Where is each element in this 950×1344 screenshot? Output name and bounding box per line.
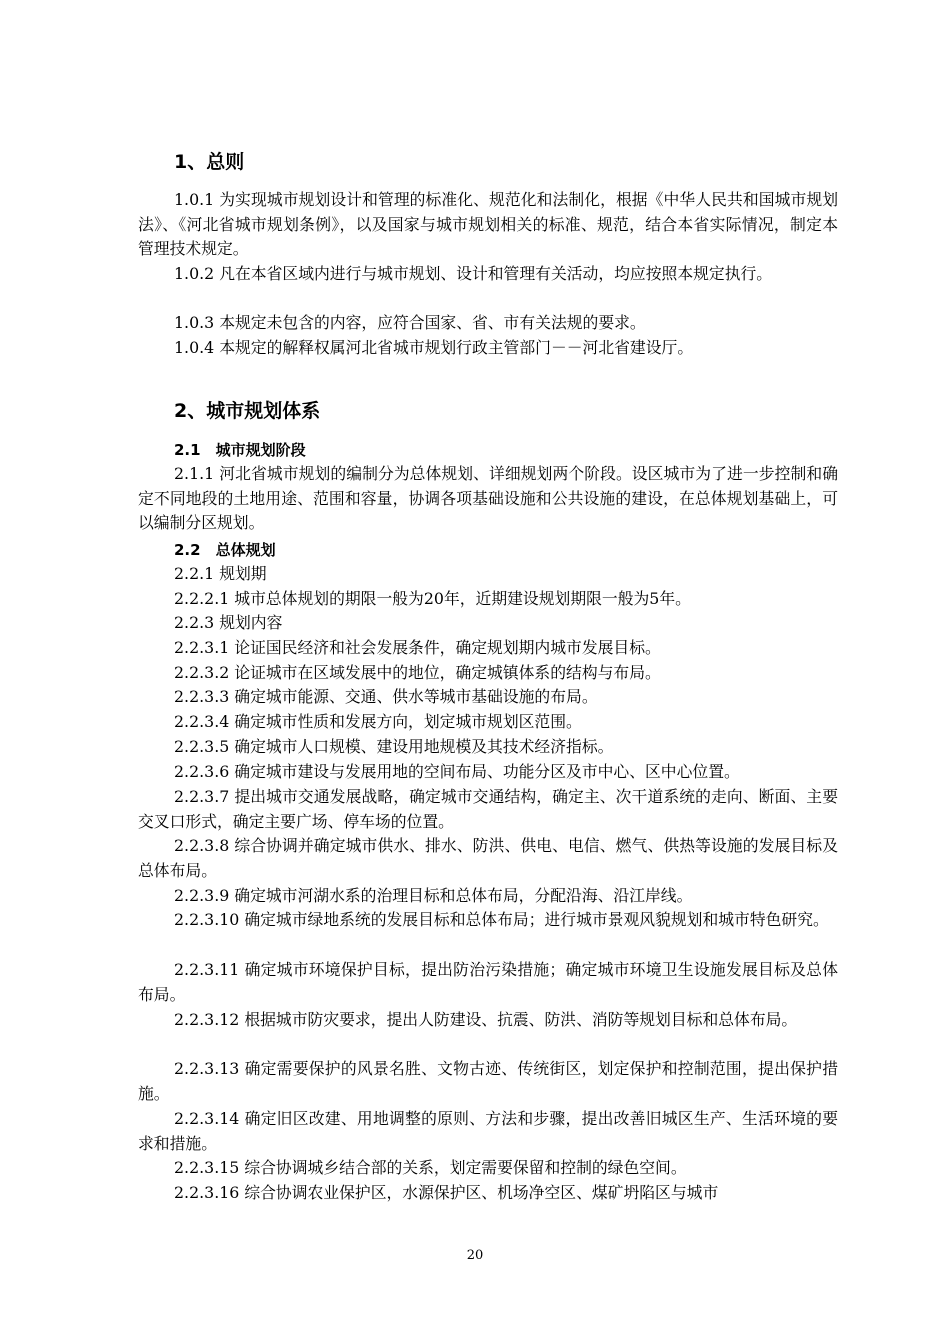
paragraph-1-0-3: 1.0.3 本规定未包含的内容，应符合国家、省、市有关法规的要求。 bbox=[174, 313, 646, 332]
paragraph-2-2-3-6: 2.2.3.6 确定城市建设与发展用地的空间布局、功能分区及市中心、区中心位置。 bbox=[174, 762, 740, 781]
paragraph-2-1-1: 2.1.1 河北省城市规划的编制分为总体规划、详细规划两个阶段。设区城市为了进一步控制和确定不同地段的土地用途、范围和容量，协调各项基础设施和公共设施的建设，在总体规划基础上，可以编制分区规划。 bbox=[138, 464, 838, 532]
paragraph-2-2-3-4: 2.2.3.4 确定城市性质和发展方向，划定城市规划区范围。 bbox=[174, 712, 582, 731]
paragraph-2-2-3-15: 2.2.3.15 综合协调城乡结合部的关系，划定需要保留和控制的绿色空间。 bbox=[174, 1158, 687, 1177]
paragraph-2-2-1: 2.2.1 规划期 bbox=[174, 564, 267, 583]
paragraph-2-2-3-7: 2.2.3.7 提出城市交通发展战略，确定城市交通结构，确定主、次干道系统的走向、断面、主要交叉口形式，确定主要广场、停车场的位置。 bbox=[138, 787, 838, 831]
document-page bbox=[138, 0, 838, 1344]
page-number: 20 bbox=[466, 1248, 484, 1263]
subheading-2-2: 2.2 总体规划 bbox=[174, 541, 276, 559]
paragraph-2-2-3-10: 2.2.3.10 确定城市绿地系统的发展目标和总体布局；进行城市景观风貌规划和城市特色研究。 bbox=[174, 910, 829, 929]
paragraph-2-2-3-8: 2.2.3.8 综合协调并确定城市供水、排水、防洪、供电、电信、燃气、供热等设施的发展目标及总体布局。 bbox=[138, 836, 838, 880]
paragraph-2-2-3-16: 2.2.3.16 综合协调农业保护区，水源保护区、机场净空区、煤矿坍陷区与城市 bbox=[174, 1183, 719, 1202]
paragraph-1-0-2: 1.0.2 凡在本省区域内进行与城市规划、设计和管理有关活动，均应按照本规定执行。 bbox=[174, 264, 773, 283]
paragraph-2-2-3-2: 2.2.3.2 论证城市在区域发展中的地位，确定城镇体系的结构与布局。 bbox=[174, 663, 661, 682]
subheading-2-1: 2.1 城市规划阶段 bbox=[174, 441, 306, 459]
paragraph-2-2-3-11: 2.2.3.11 确定城市环境保护目标，提出防治污染措施；确定城市环境卫生设施发展目标及总体布局。 bbox=[138, 960, 838, 1004]
section-heading-planning-system: 2、城市规划体系 bbox=[174, 400, 321, 422]
section-heading-general: 1、总则 bbox=[174, 151, 245, 173]
paragraph-2-2-3-12: 2.2.3.12 根据城市防灾要求，提出人防建设、抗震、防洪、消防等规划目标和总体布局。 bbox=[174, 1010, 798, 1029]
paragraph-2-2-2-1: 2.2.2.1 城市总体规划的期限一般为20年，近期建设规划期限一般为5年。 bbox=[174, 589, 691, 608]
paragraph-1-0-4: 1.0.4 本规定的解释权属河北省城市规划行政主管部门－－河北省建设厅。 bbox=[174, 338, 694, 357]
paragraph-1-0-1: 1.0.1 为实现城市规划设计和管理的标准化、规范化和法制化，根据《中华人民共和国城市规划法》、《河北省城市规划条例》，以及国家与城市规划相关的标准、规范，结合本省实际情况，制定本管理技术规定。 bbox=[138, 190, 838, 258]
paragraph-2-2-3-1: 2.2.3.1 论证国民经济和社会发展条件，确定规划期内城市发展目标。 bbox=[174, 638, 661, 657]
paragraph-2-2-3-14: 2.2.3.14 确定旧区改建、用地调整的原则、方法和步骤，提出改善旧城区生产、生活环境的要求和措施。 bbox=[138, 1109, 838, 1153]
paragraph-2-2-3-3: 2.2.3.3 确定城市能源、交通、供水等城市基础设施的布局。 bbox=[174, 687, 598, 706]
paragraph-2-2-3-13: 2.2.3.13 确定需要保护的风景名胜、文物古迹、传统街区，划定保护和控制范围，提出保护措施。 bbox=[138, 1059, 838, 1103]
paragraph-2-2-3-9: 2.2.3.9 确定城市河湖水系的治理目标和总体布局，分配沿海、沿江岸线。 bbox=[174, 886, 693, 905]
paragraph-2-2-3: 2.2.3 规划内容 bbox=[174, 613, 283, 632]
paragraph-2-2-3-5: 2.2.3.5 确定城市人口规模、建设用地规模及其技术经济指标。 bbox=[174, 737, 614, 756]
